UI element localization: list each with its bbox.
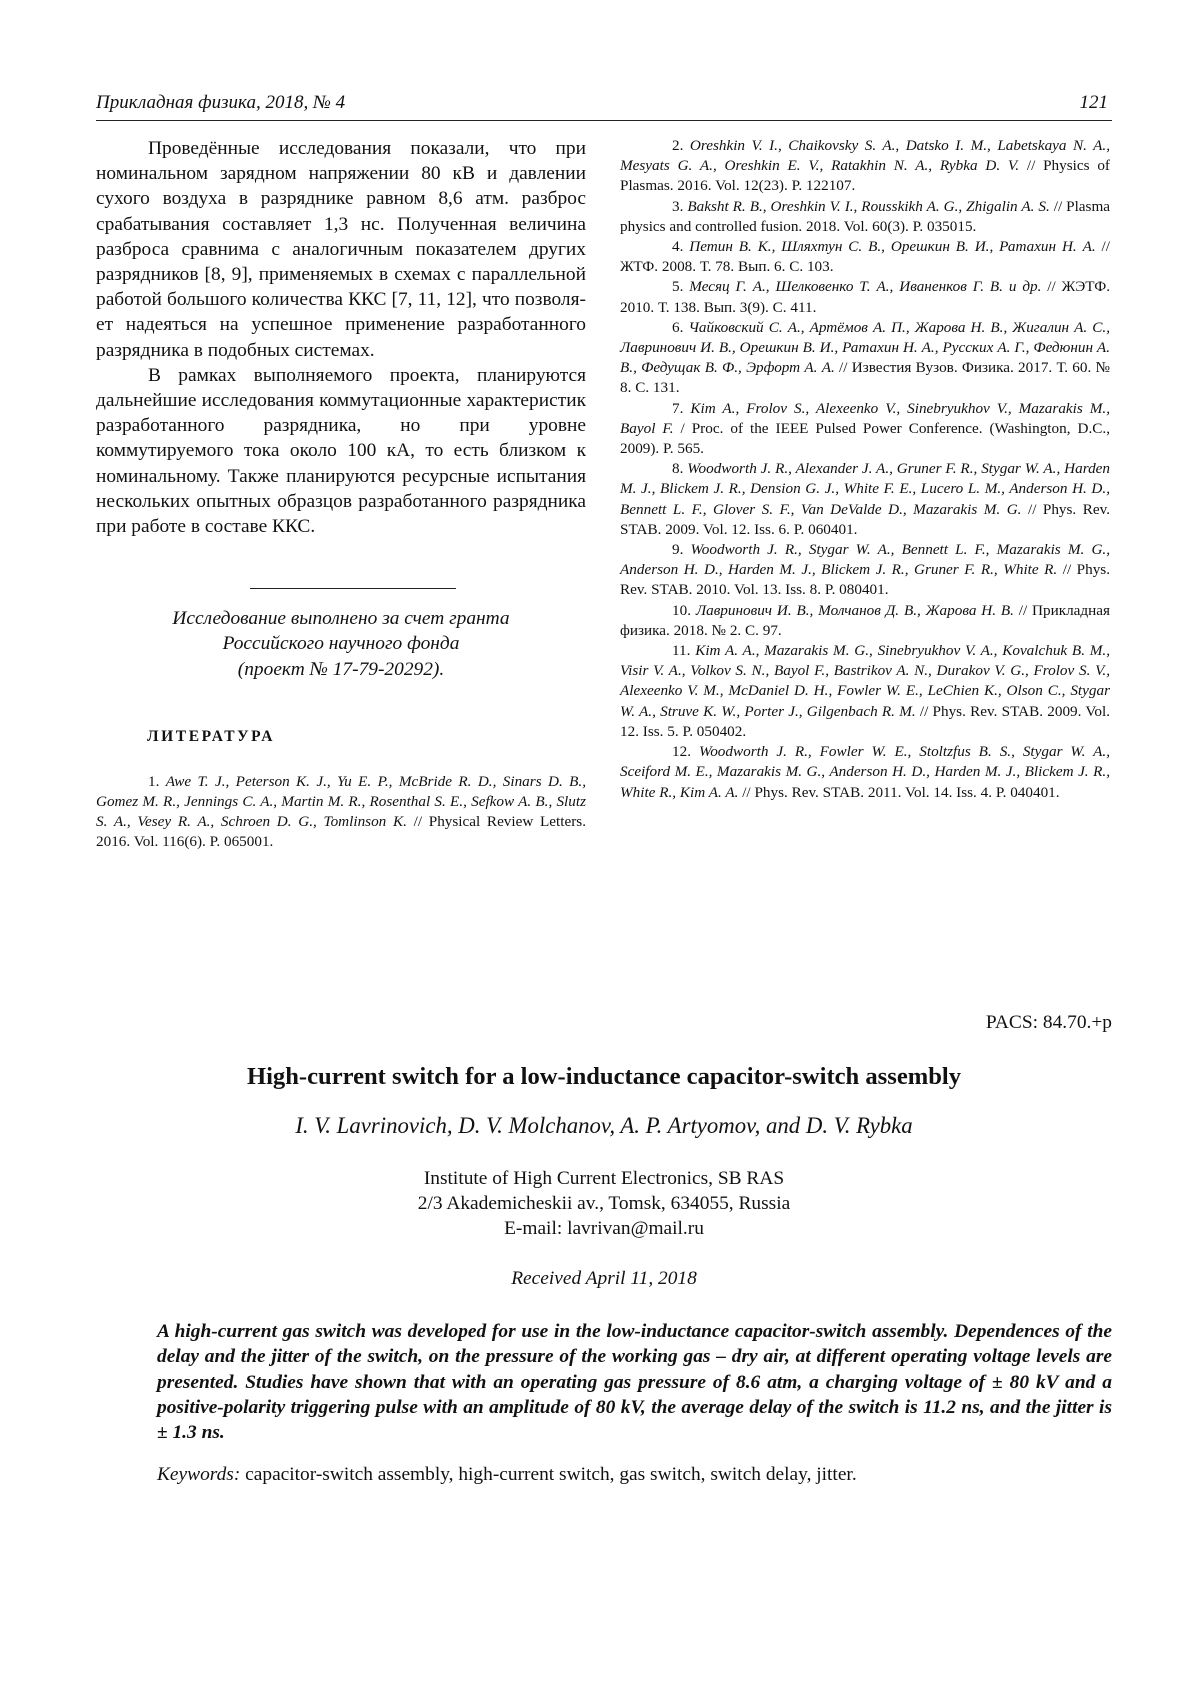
journal-title: Прикладная физика, 2018, № 4: [96, 92, 345, 114]
affiliation: [96, 1166, 1112, 1242]
reference-number: 8.: [672, 460, 683, 477]
literature-heading: ЛИТЕРАТУРА: [147, 728, 586, 746]
article-title: High-current switch for a low-inductance capacitor-switch assembly: [96, 1063, 1112, 1091]
reference-authors: Oreshkin V. I., Chaikovsky S. A., Datsko I. M., Labetskaya N. A., Mesyats G. A., Oreshkin E. V., Ratakhin N. A., Rybka D. V.: [620, 137, 1110, 174]
acknowledgement: [96, 606, 586, 682]
reference-item: [620, 459, 1110, 540]
reference-item: [620, 197, 1110, 237]
reference-item: [620, 237, 1110, 277]
reference-source: // Прикладная физика. 2018. № 2. С. 97.: [620, 602, 1110, 639]
acknowledgement-divider: [250, 588, 456, 589]
reference-number: 6.: [672, 319, 683, 336]
reference-source: // ЖТФ. 2008. Т. 78. Вып. 6. С. 103.: [620, 238, 1110, 275]
reference-source: // Phys. Rev. STAB. 2010. Vol. 13. Iss. 8. P. 080401.: [620, 561, 1110, 598]
reference-source: // Physical Review Letters. 2016. Vol. 116(6). P. 065001.: [96, 813, 586, 850]
reference-source: // Phys. Rev. STAB. 2011. Vol. 14. Iss. 4. P. 040401.: [738, 784, 1059, 801]
reference-authors: Петин В. К., Шляхтун С. В., Орешкин В. И., Рата­хин Н. А.: [689, 238, 1095, 255]
pacs-code: PACS: 84.70.+p: [986, 1012, 1112, 1034]
acknowledgement-line: Российского научного фонда: [96, 631, 586, 656]
reference-authors: Kim A., Frolov S., Alexeenko V., Sinebryukhov V., Mazarakis M., Bayol F.: [620, 400, 1110, 437]
reference-authors: Baksht R. B., Oreshkin V. I., Rousskikh A. G., Zhiga­lin A. S.: [687, 198, 1049, 215]
reference-authors: Woodworth J. R., Stygar W. A., Bennett L. F., Mazarakis M. G., Anderson H. D., Harden M. J., Blickem J. R., Gruner F. R., White R.: [620, 541, 1110, 578]
reference-item: [620, 277, 1110, 317]
acknowledgement-line: (проект № 17-79-20292).: [96, 657, 586, 682]
reference-source: // Phys. Rev. STAB. 2009. Vol. 12. Iss. 5. P. 050402.: [620, 703, 1110, 740]
reference-authors: Awe T. J., Peterson K. J., Yu E. P., McBride R. D., Sinars D. B., Gomez M. R., Jennings C. A., Martin M. R., Rosen­thal S. E., Sefkow A. B., Slutz S. A., Vesey R. A., Schroen D. G., Tomlinson K.: [96, 773, 586, 830]
right-column: [620, 136, 1110, 803]
keywords-list: capacitor-switch assembly, high-current switch, gas switch, switch delay, jitter.: [240, 1464, 856, 1485]
keywords-label: Keywords:: [157, 1464, 240, 1485]
acknowledgement-line: Исследование выполнено за счет гранта: [96, 606, 586, 631]
affiliation-email: E-mail: lavrivan@mail.ru: [96, 1216, 1112, 1241]
page-number: 121: [1080, 92, 1109, 114]
reference-source: // ЖЭТФ. 2010. Т. 138. Вып. 3(9). С. 411.: [620, 278, 1110, 315]
left-column: [96, 136, 586, 853]
reference-number: 10.: [672, 602, 691, 619]
reference-authors: Woodworth J. R., Alexander J. A., Gruner F. R., Sty­gar W. A., Harden M. J., Blickem J. R., Dension G. J., White F. E., Lucero L. M., Anderson H. D., Bennett L. F., Glover S. F., Van DeValde D., Mazarakis M. G.: [620, 460, 1110, 517]
reference-source: // Phys. Rev. STAB. 2009. Vol. 12. Iss. 6. P. 060401.: [620, 501, 1110, 538]
body-paragraph-1: Проведённые исследования показали, что при номинальном зарядном напряжении 80 кВ и давлении сухого воздуха в разряднике равном 8,6 атм. разброс срабатывания составляет 1,3 нс. Полученная величина разброса сравнима с анало­гичным показателем других разрядников [8, 9], применяемых в схемах с параллельной работой большого количества ККС [7, 11, 12], что позволя­ет надеяться на успешное применение разработан­ного разрядника в подобных системах.: [96, 136, 586, 363]
reference-number: 3.: [672, 198, 683, 215]
reference-authors: Woodworth J. R., Fowler W. E., Stoltzfus B. S., Stygar W. A., Sceiford M. E., Mazarakis M. G., Anderson H. D., Harden M. J., Blickem J. R., White R., Kim A. A.: [620, 743, 1110, 800]
article-authors: I. V. Lavrinovich, D. V. Molchanov, A. P. Artyomov, and D. V. Rybka: [96, 1113, 1112, 1139]
reference-item: [620, 399, 1110, 460]
body-paragraph-2: В рамках выполняемого проекта, планиру­ются дальнейшие исследования коммутационные характеристик разработанного разрядника, но при уровне коммутируемого тока около 100 кА, то есть близком к номинальному. Также планируют­ся ресурсные испытания нескольких опытных об­разцов разработанного разрядника при работе в составе ККС.: [96, 363, 586, 539]
reference-number: 1.: [148, 773, 159, 790]
affiliation-line: Institute of High Current Electronics, SB RAS: [96, 1166, 1112, 1191]
reference-item: [620, 540, 1110, 601]
reference-item: [620, 318, 1110, 399]
reference-authors: Месяц Г. А., Шелковенко Т. А., Иваненков Г. В. и др.: [689, 278, 1041, 295]
reference-item: [620, 136, 1110, 197]
reference-number: 5.: [672, 278, 683, 295]
reference-source: // Physics of Plasmas. 2016. Vol. 12(23). P. 122107.: [620, 157, 1110, 194]
reference-number: 4.: [672, 238, 683, 255]
keywords: [157, 1462, 1112, 1487]
reference-item: [620, 601, 1110, 641]
reference-number: 2.: [672, 137, 683, 154]
reference-number: 11.: [672, 642, 690, 659]
reference-item: [620, 641, 1110, 742]
reference-number: 7.: [672, 400, 683, 417]
received-date: Received April 11, 2018: [96, 1268, 1112, 1290]
reference-source: / Proc. of the IEEE Pulsed Power Confe­rence. (Washington, D.C., 2009). P. 565.: [620, 420, 1110, 457]
reference-authors: Чайковский С. А., Артёмов А. П., Жарова Н. В., Жигалин А. С., Лавринович И. В., Орешкин В. И., Ратахин Н. А., Русских А. Г., Федюнин А. В., Федущак В. Ф., Эрфорт А. А.: [620, 319, 1110, 376]
affiliation-line: 2/3 Akademicheskii av., Tomsk, 634055, Russia: [96, 1191, 1112, 1216]
reference-list-left: [96, 772, 586, 853]
reference-source: // Известия Вузов. Физика. 2017. Т. 60. № 8. С. 131.: [620, 359, 1110, 396]
reference-item: [620, 742, 1110, 803]
reference-item: [96, 772, 586, 853]
reference-source: // Plasma physics and controlled fusion. 2018. Vol. 60(3). P. 035015.: [620, 198, 1110, 235]
page-header: [96, 92, 1112, 121]
reference-number: 12.: [672, 743, 691, 760]
reference-number: 9.: [672, 541, 683, 558]
abstract: A high-current gas switch was developed for use in the low-inductance capacitor-switch assembly. Dependences of the delay and the jitter of the switch, on the pressure of the working gas – dry air, at different operating voltage levels are presented. Studies have shown that with an operating gas pressure of 8.6 atm, a charging voltage of ± 80 kV and a positive-polarity triggering pulse with an amplitude of 80 kV, the average delay of the switch is 11.2 ns, and the jitter is ± 1.3 ns.: [157, 1319, 1112, 1445]
reference-authors: Лавринович И. В., Молчанов Д. В., Жарова Н. В.: [696, 602, 1014, 619]
reference-authors: Kim A. A., Mazarakis M. G., Sinebryukhov V. A., Kovalchuk B. M., Visir V. A., Volkov S. N., Bayol F., Bastrikov A. N., Durakov V. G., Frolov S. V., Alexeenko V. M., McDaniel D. H., Fowler W. E., LeChien K., Olson C., Stygar W. A., Struve K. W., Porter J., Gilgenbach R. M.: [620, 642, 1110, 720]
